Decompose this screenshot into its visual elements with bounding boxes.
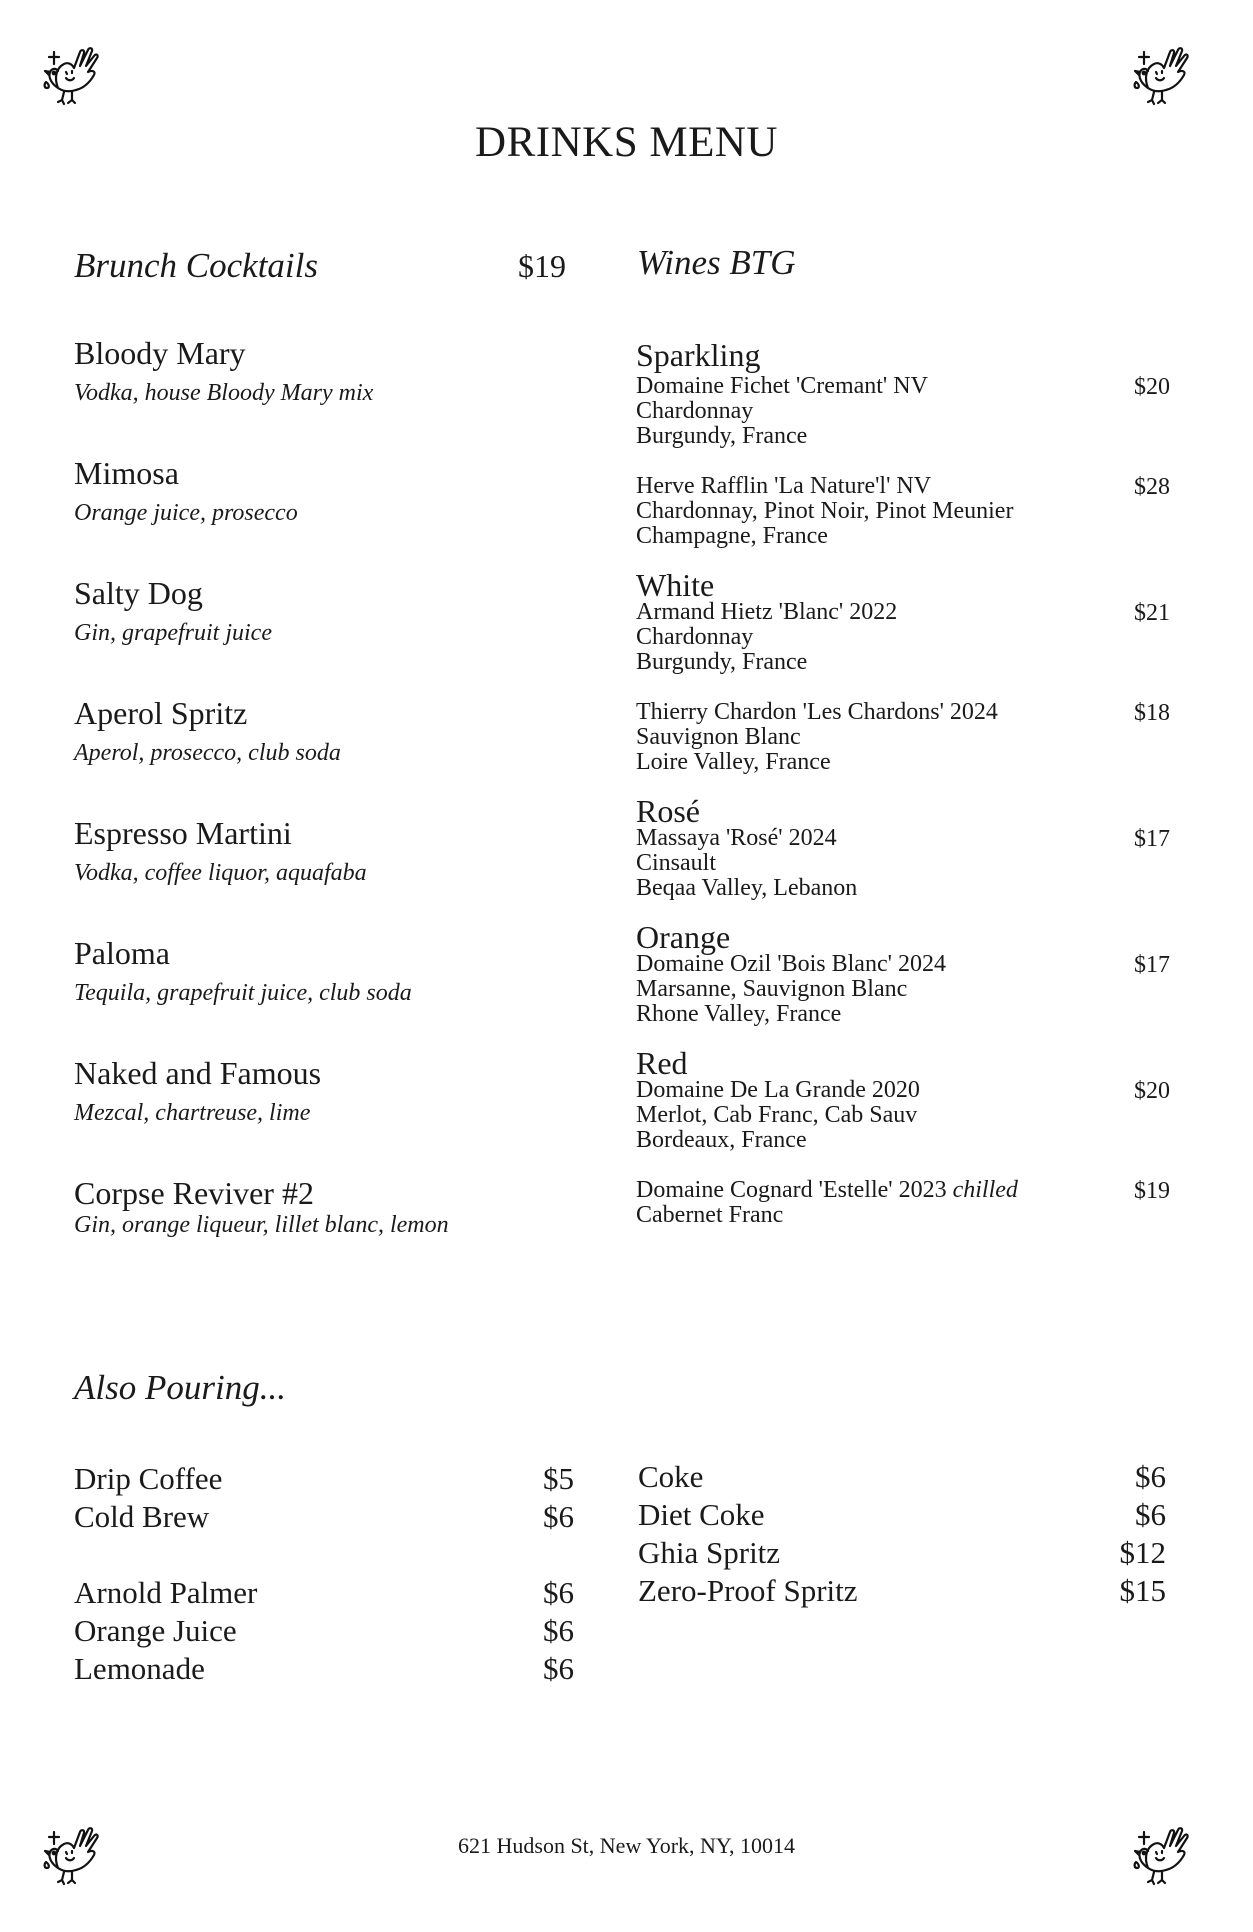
menu-title: DRINKS MENU — [475, 119, 778, 166]
wine-title: Domaine Fichet 'Cremant' NV — [636, 373, 928, 399]
wine-price: $19 — [1134, 1178, 1170, 1204]
cocktail-item — [74, 575, 272, 647]
drink-price: $6 — [1135, 1497, 1166, 1532]
wine-price: $20 — [1134, 1078, 1170, 1104]
also-left-list — [74, 1460, 574, 1688]
wine-title: Herve Rafflin 'La Nature'l' NV — [636, 473, 932, 499]
drink-name: Drip Coffee — [74, 1461, 223, 1496]
wine-grape: Cinsault — [636, 850, 717, 876]
list-item — [638, 1458, 1166, 1496]
cocktail-name: Salty Dog — [74, 575, 203, 611]
drink-price: $6 — [543, 1613, 574, 1648]
also-pouring-heading: Also Pouring... — [74, 1368, 286, 1407]
wine-item — [636, 374, 928, 449]
wine-region: Loire Valley, France — [636, 749, 831, 775]
wine-item — [636, 826, 857, 901]
cocktails-price: $19 — [518, 248, 566, 284]
cocktail-item — [74, 335, 373, 407]
wine-title-line — [636, 1178, 1018, 1203]
cocktail-desc: Mezcal, chartreuse, lime — [74, 1100, 311, 1126]
wine-price: $18 — [1134, 700, 1170, 726]
cocktail-desc: Tequila, grapefruit juice, club soda — [74, 980, 412, 1006]
cocktail-desc: Gin, grapefruit juice — [74, 620, 272, 646]
cocktails-heading: Brunch Cocktails — [74, 246, 318, 285]
list-item — [74, 1612, 574, 1650]
cocktail-name: Paloma — [74, 935, 170, 971]
cocktail-item — [74, 935, 412, 1007]
wine-title: Thierry Chardon 'Les Chardons' 2024 — [636, 699, 998, 725]
cocktail-desc: Aperol, prosecco, club soda — [74, 740, 341, 766]
wine-item — [636, 952, 946, 1027]
wine-item — [636, 1078, 920, 1153]
wine-title: Domaine De La Grande 2020 — [636, 1077, 920, 1103]
also-right-list — [638, 1458, 1166, 1610]
cocktail-item — [74, 1055, 321, 1127]
wine-category-red: Red — [636, 1045, 688, 1081]
wine-category-sparkling: Sparkling — [636, 337, 761, 373]
footer-address: 621 Hudson St, New York, NY, 10014 — [458, 1833, 795, 1858]
wine-grape: Chardonnay, Pinot Noir, Pinot Meunier — [636, 498, 1014, 524]
wine-serving-note: chilled — [952, 1177, 1018, 1203]
wine-region: Burgundy, France — [636, 649, 808, 675]
wine-region: Beqaa Valley, Lebanon — [636, 875, 858, 901]
wine-title: Domaine Cognard 'Estelle' 2023 — [636, 1177, 947, 1203]
wine-region: Burgundy, France — [636, 423, 808, 449]
cocktail-name: Naked and Famous — [74, 1055, 322, 1091]
drink-name: Orange Juice — [74, 1613, 237, 1648]
list-item — [638, 1496, 1166, 1534]
drink-price: $6 — [543, 1575, 574, 1610]
cocktail-name: Bloody Mary — [74, 335, 246, 371]
wine-price: $20 — [1134, 374, 1170, 400]
drink-name: Lemonade — [74, 1651, 205, 1686]
wine-region: Champagne, France — [636, 523, 828, 549]
cocktail-item — [74, 815, 367, 887]
cocktail-item — [74, 455, 298, 527]
bird-hand-logo-icon — [1126, 38, 1198, 110]
drink-name: Ghia Spritz — [638, 1535, 781, 1570]
list-item — [74, 1498, 574, 1536]
drink-name: Cold Brew — [74, 1499, 210, 1534]
drink-name: Diet Coke — [638, 1497, 765, 1532]
wine-grape: Chardonnay — [636, 624, 754, 650]
wine-category-white: White — [636, 567, 715, 603]
cocktail-desc: Vodka, coffee liquor, aquafaba — [74, 860, 367, 886]
wine-title: Massaya 'Rosé' 2024 — [636, 825, 837, 851]
drink-price: $6 — [543, 1499, 574, 1534]
list-item — [74, 1574, 574, 1612]
cocktail-item — [74, 1175, 449, 1239]
drink-name: Zero-Proof Spritz — [638, 1573, 858, 1608]
wine-title: Domaine Ozil 'Bois Blanc' 2024 — [636, 951, 946, 977]
cocktail-desc: Vodka, house Bloody Mary mix — [74, 380, 374, 406]
cocktail-name: Espresso Martini — [74, 815, 292, 851]
drink-price: $15 — [1119, 1573, 1166, 1608]
list-item — [74, 1460, 574, 1498]
wine-title: Armand Hietz 'Blanc' 2022 — [636, 599, 898, 625]
wine-grape: Marsanne, Sauvignon Blanc — [636, 976, 908, 1002]
list-item — [74, 1650, 574, 1688]
wine-item — [636, 600, 897, 675]
wine-grape: Merlot, Cab Franc, Cab Sauv — [636, 1102, 918, 1128]
bird-hand-logo-icon — [36, 38, 108, 110]
drink-price: $6 — [543, 1651, 574, 1686]
list-item — [638, 1572, 1166, 1610]
wine-grape: Cabernet Franc — [636, 1202, 784, 1228]
wine-price: $17 — [1134, 952, 1170, 978]
drink-price: $6 — [1135, 1459, 1166, 1494]
list-item — [638, 1534, 1166, 1572]
wine-region: Bordeaux, France — [636, 1127, 807, 1153]
drink-name: Arnold Palmer — [74, 1575, 258, 1610]
cocktail-item — [74, 695, 341, 767]
wine-region: Rhone Valley, France — [636, 1001, 842, 1027]
cocktail-desc: Gin, orange liqueur, lillet blanc, lemon — [74, 1212, 449, 1238]
wine-price: $28 — [1134, 474, 1170, 500]
drink-name: Coke — [638, 1459, 704, 1494]
cocktail-desc: Orange juice, prosecco — [74, 500, 298, 526]
wine-grape: Sauvignon Blanc — [636, 724, 801, 750]
drink-price: $5 — [543, 1461, 574, 1496]
wine-item — [636, 474, 1013, 549]
wine-item — [636, 700, 998, 775]
wine-item — [636, 1178, 1018, 1228]
drink-price: $12 — [1119, 1535, 1166, 1570]
wine-price: $17 — [1134, 826, 1170, 852]
wine-category-rose: Rosé — [636, 793, 700, 829]
wines-heading: Wines BTG — [637, 243, 796, 282]
cocktail-name: Mimosa — [74, 455, 179, 491]
wine-grape: Chardonnay — [636, 398, 754, 424]
wine-price: $21 — [1134, 600, 1170, 626]
cocktail-name: Corpse Reviver #2 — [74, 1175, 314, 1211]
wine-category-orange: Orange — [636, 919, 731, 955]
cocktail-name: Aperol Spritz — [74, 695, 248, 731]
